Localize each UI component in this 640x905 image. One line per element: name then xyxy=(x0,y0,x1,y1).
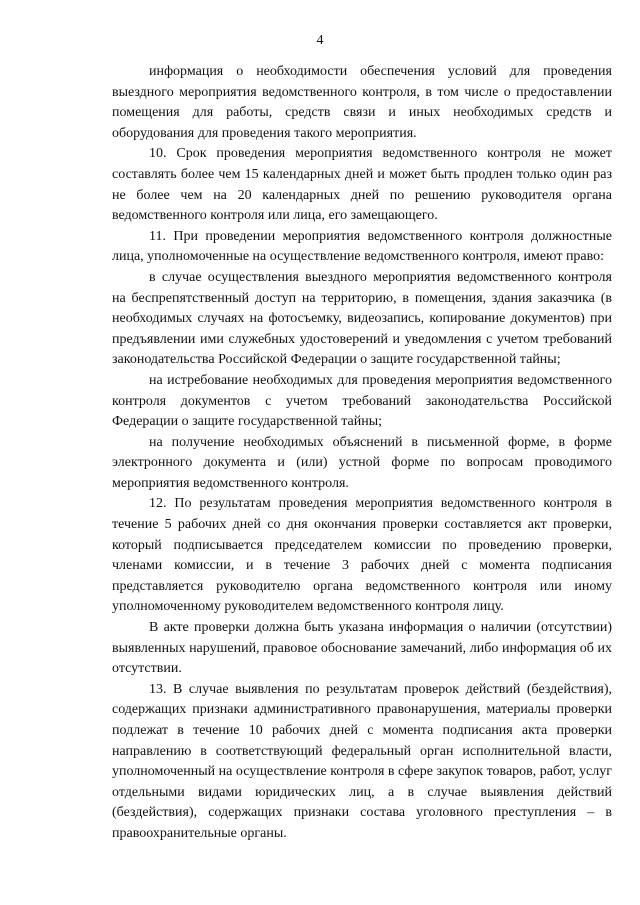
document-body xyxy=(112,62,612,845)
paragraph-11-rights: 11. При проведении мероприятия ведомственного контроля должностные лица, уполномоченные на осуществление ведомственного контроля, имеют право: xyxy=(112,228,612,265)
paragraph-act-contents: В акте проверки должна быть указана информация о наличии (отсутствии) выявленных нарушений, правовое обоснование замечаний, либо информация об их отсутствии. xyxy=(112,620,612,677)
paragraph-12-results: 12. По результатам проведения мероприятия ведомственного контроля в течение 5 рабочих дней со дня окончания проверки составляется акт проверки, который подписывается председателем комиссии по проведению проверки, членами комиссии, и в течение 3 рабочих дней с момента подписания представляется руководителю органа ведомственного контроля или иному уполномоченному руководителем ведомственного контроля лицу. xyxy=(112,496,612,615)
paragraph-13-violations: 13. В случае выявления по результатам проверок действий (бездействия), содержащих признаки административного правонарушения, материалы проверки подлежат в течение 10 рабочих дней с момента подписания акта проверки направлению в соответствующий федеральный орган исполнительной власти, уполномоченный на осуществление контроля в сфере закупок товаров, работ, услуг отдельными видами юридических лиц, а в случае выявления действий (бездействия), содержащих признаки состава уголовного преступления – в правоохранительные органы. xyxy=(112,681,612,841)
paragraph-10-duration: 10. Срок проведения мероприятия ведомственного контроля не может составлять более чем 15 календарных дней и может быть продлен только один раз не более чем на 20 календарных дней по решению руководителя органа ведомственного контроля или лица, его замещающего. xyxy=(112,146,612,224)
page-number: 4 xyxy=(316,33,324,48)
paragraph-right-access: в случае осуществления выездного мероприятия ведомственного контроля на беспрепятственный доступ на территорию, в помещения, здания заказчика (в необходимых случаях на фотосъемку, видеозапись, копирование документов) при предъявлении ими служебных удостоверений и уведомления с учетом требований законодательства Российской Федерации о защите государственной тайны; xyxy=(112,269,612,368)
paragraph-right-explanations: на получение необходимых объяснений в письменной форме, в форме электронного документа и (или) устной форме по вопросам проводимого мероприятия ведомственного контроля. xyxy=(112,434,612,491)
paragraph-right-documents: на истребование необходимых для проведения мероприятия ведомственного контроля документов с учетом требований законодательства Российской Федерации о защите государственной тайны; xyxy=(112,372,612,430)
paragraph-info-continuation: информация о необходимости обеспечения условий для проведения выездного мероприятия ведомственного контроля, в том числе о предоставлении помещения для работы, средств связи и иных необходимых средств и оборудования для проведения такого мероприятия. xyxy=(112,64,612,141)
